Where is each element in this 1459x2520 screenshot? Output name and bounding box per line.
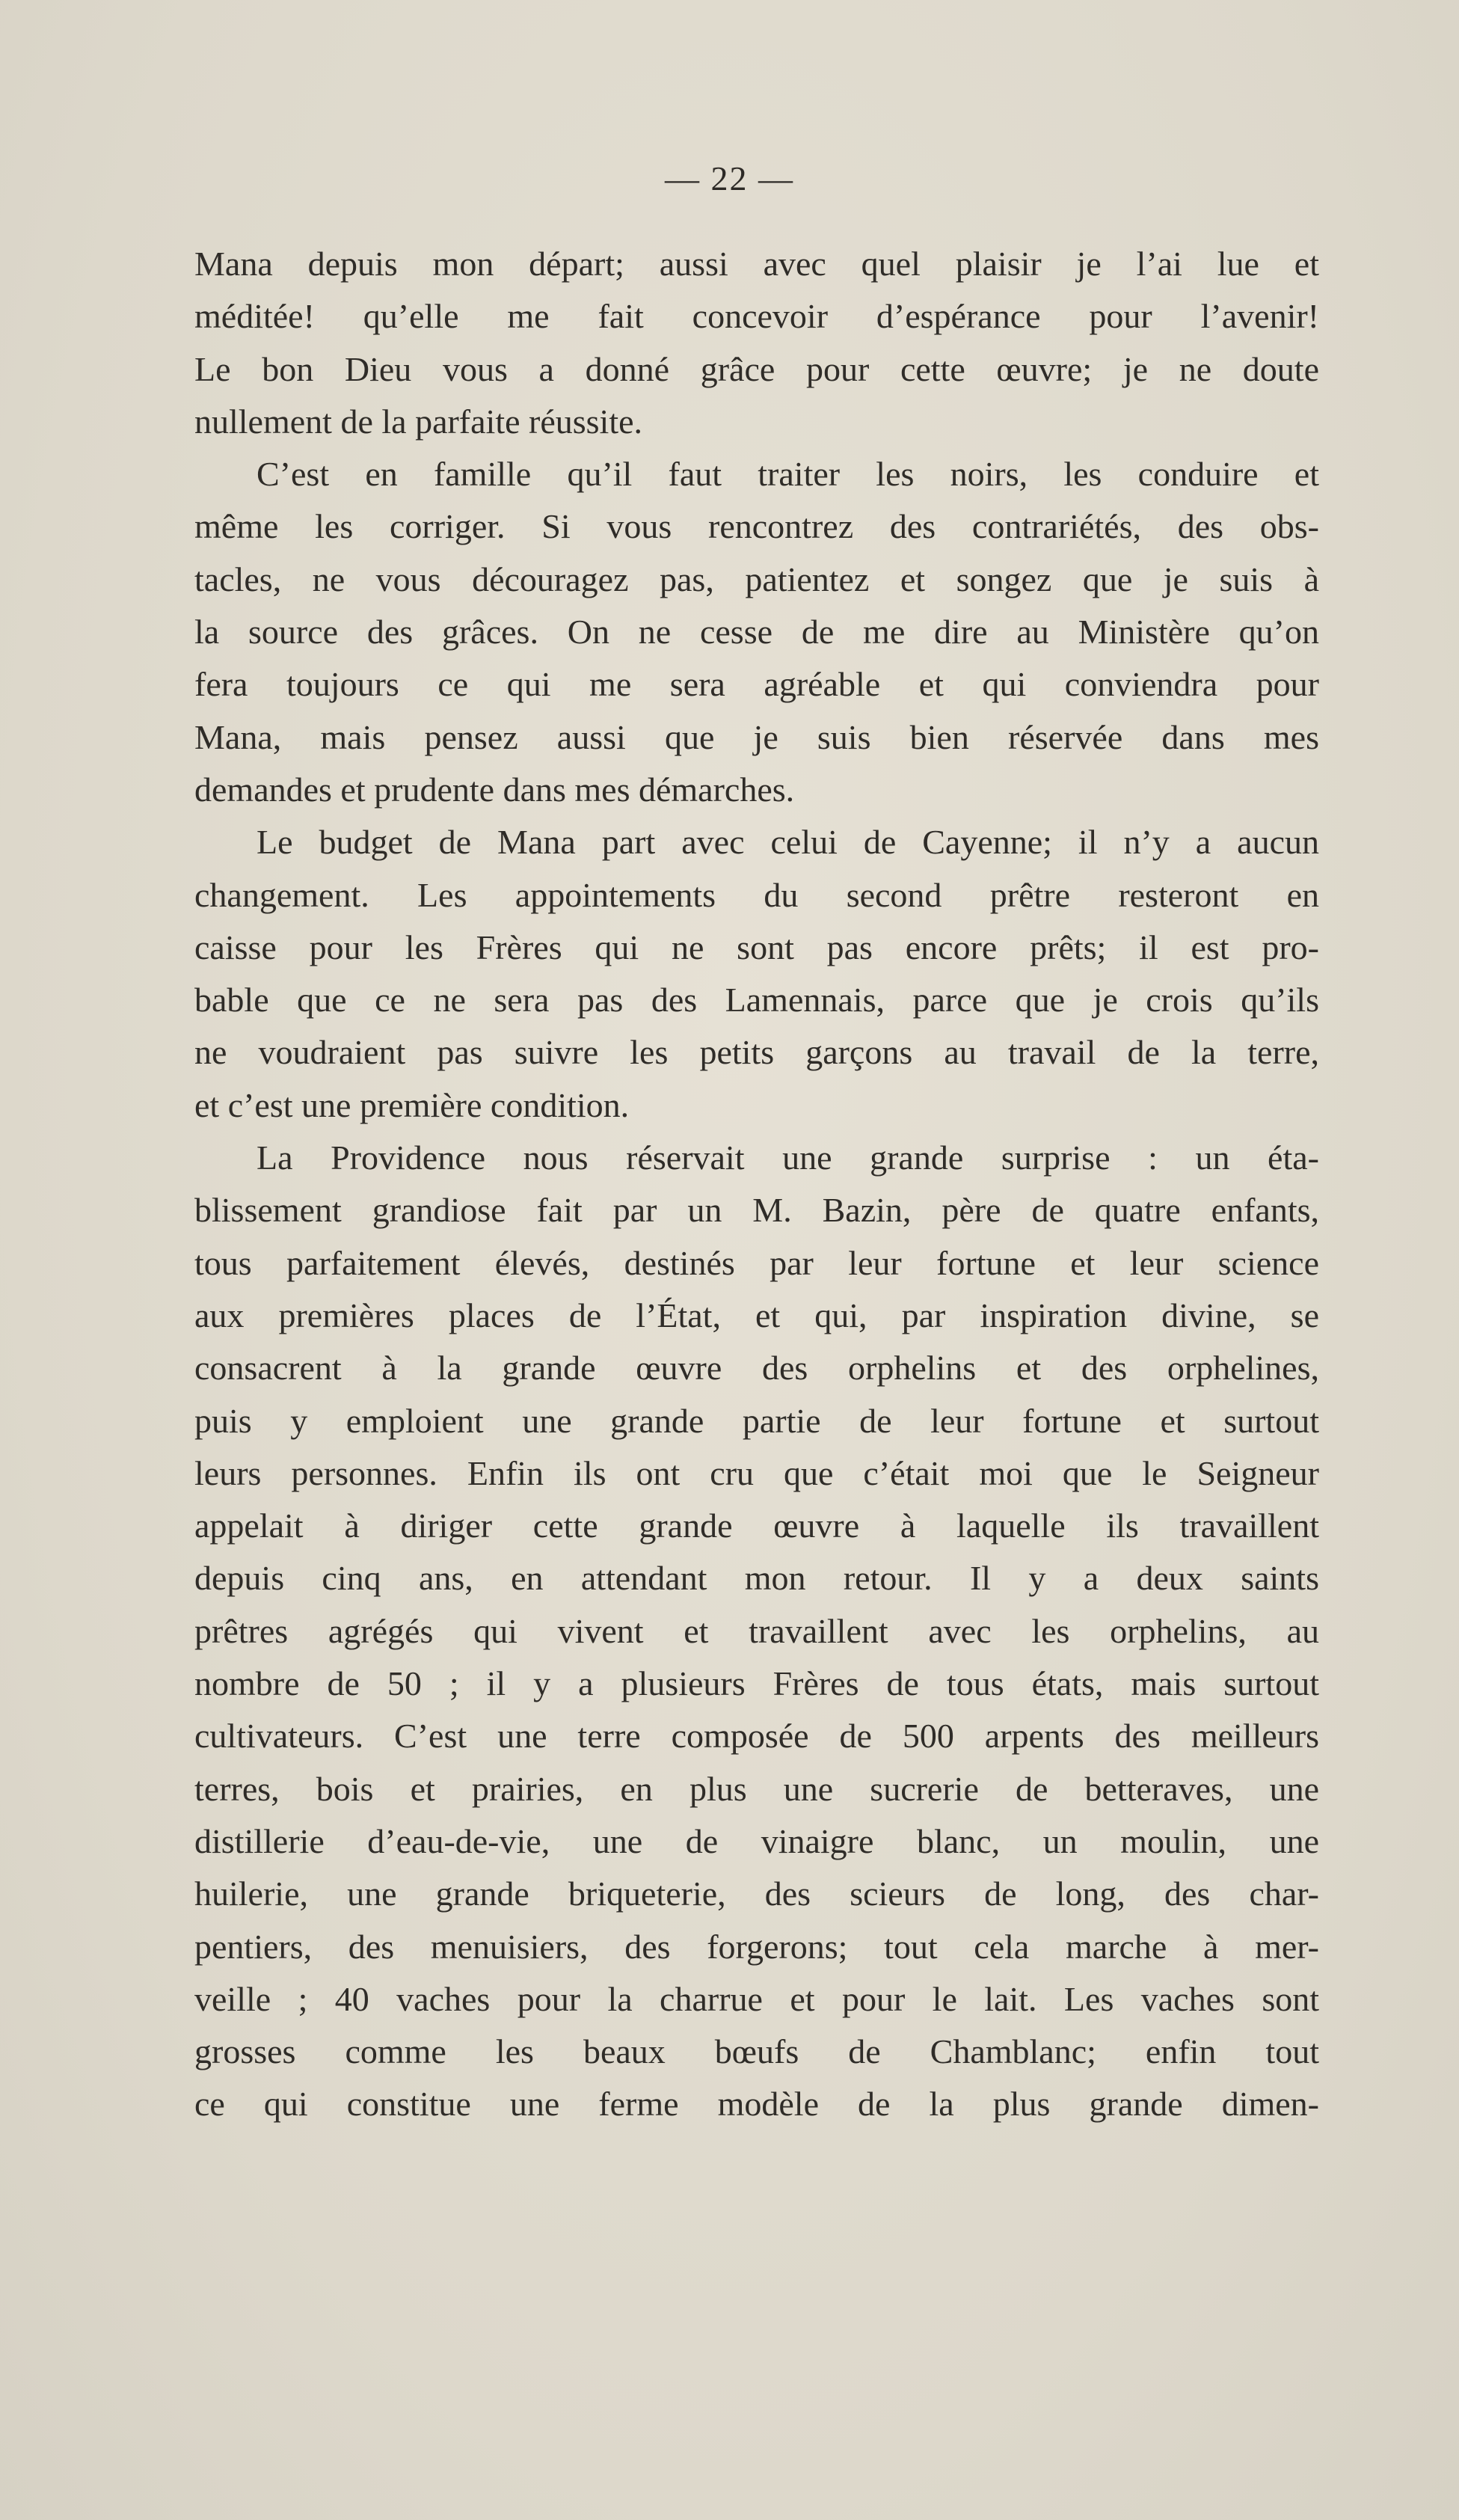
- text-line: tous parfaitement élevés, destinés par leur fortune et leur science: [194, 1243, 1319, 1282]
- text-line: cultivateurs. C’est une terre composée de 500 arpents des meilleurs: [194, 1717, 1319, 1756]
- text-line: leurs personnes. Enfin ils ont cru que c’était moi que le Seigneur: [194, 1453, 1319, 1492]
- text-line: nullement de la parfaite réussite.: [194, 402, 643, 441]
- text-line: ce qui constitue une ferme modèle de la plus grande dimen-: [194, 2085, 1319, 2124]
- text-line: tacles, ne vous découragez pas, patientez et songez que je suis à: [194, 560, 1319, 598]
- text-line: grosses comme les beaux bœufs de Chamblanc; enfin tout: [194, 2032, 1319, 2071]
- text-line: nombre de 50 ; il y a plusieurs Frères de tous états, mais surtout: [194, 1664, 1319, 1703]
- text-line: veille ; 40 vaches pour la charrue et pour le lait. Les vaches sont: [194, 1979, 1319, 2018]
- text-line: Mana, mais pensez aussi que je suis bien réservée dans mes: [194, 717, 1319, 756]
- text-line: blissement grandiose fait par un M. Bazin, père de quatre enfants,: [194, 1191, 1319, 1230]
- text-line: fera toujours ce qui me sera agréable et qui conviendra pour: [194, 665, 1319, 704]
- text-line: méditée! qu’elle me fait concevoir d’espérance pour l’avenir!: [194, 297, 1319, 336]
- text-line: la source des grâces. On ne cesse de me dire au Ministère qu’on: [194, 613, 1319, 652]
- text-line: ne voudraient pas suivre les petits garçons au travail de la terre,: [194, 1033, 1319, 1072]
- text-line: Le budget de Mana part avec celui de Cayenne; il n’y a aucun: [257, 823, 1319, 862]
- text-line: et c’est une première condition.: [194, 1085, 630, 1124]
- text-line: appelait à diriger cette grande œuvre à laquelle ils travaillent: [194, 1506, 1319, 1545]
- text-line: distillerie d’eau-de-vie, une de vinaigre blanc, un moulin, une: [194, 1821, 1319, 1860]
- text-line: même les corriger. Si vous rencontrez des contrariétés, des obs-: [194, 507, 1319, 546]
- body-text: [194, 238, 1319, 2131]
- text-line: caisse pour les Frères qui ne sont pas encore prêts; il est pro-: [194, 928, 1319, 966]
- text-line: changement. Les appointements du second prêtre resteront en: [194, 875, 1319, 914]
- text-line: La Providence nous réservait une grande surprise : un éta-: [257, 1138, 1319, 1177]
- text-line: puis y emploient une grande partie de leur fortune et surtout: [194, 1401, 1319, 1440]
- text-line: C’est en famille qu’il faut traiter les noirs, les conduire et: [257, 455, 1319, 494]
- text-line: huilerie, une grande briqueterie, des scieurs de long, des char-: [194, 1874, 1319, 1913]
- text-line: consacrent à la grande œuvre des orphelins et des orphelines,: [194, 1349, 1319, 1388]
- text-line: depuis cinq ans, en attendant mon retour. Il y a deux saints: [194, 1559, 1319, 1598]
- text-line: demandes et prudente dans mes démarches.: [194, 770, 795, 809]
- text-line: Le bon Dieu vous a donné grâce pour cette œuvre; je ne doute: [194, 349, 1319, 388]
- text-line: bable que ce ne sera pas des Lamennais, parce que je crois qu’ils: [194, 981, 1319, 1020]
- text-line: pentiers, des menuisiers, des forgerons; tout cela marche à mer-: [194, 1927, 1319, 1966]
- page-number: — 22 —: [665, 159, 794, 197]
- text-line: prêtres agrégés qui vivent et travaillent avec les orphelins, au: [194, 1611, 1319, 1650]
- text-line: terres, bois et prairies, en plus une sucrerie de betteraves, une: [194, 1769, 1319, 1808]
- text-line: aux premières places de l’État, et qui, par inspiration divine, se: [194, 1296, 1319, 1334]
- text-line: Mana depuis mon départ; aussi avec quel plaisir je l’ai lue et: [194, 245, 1319, 283]
